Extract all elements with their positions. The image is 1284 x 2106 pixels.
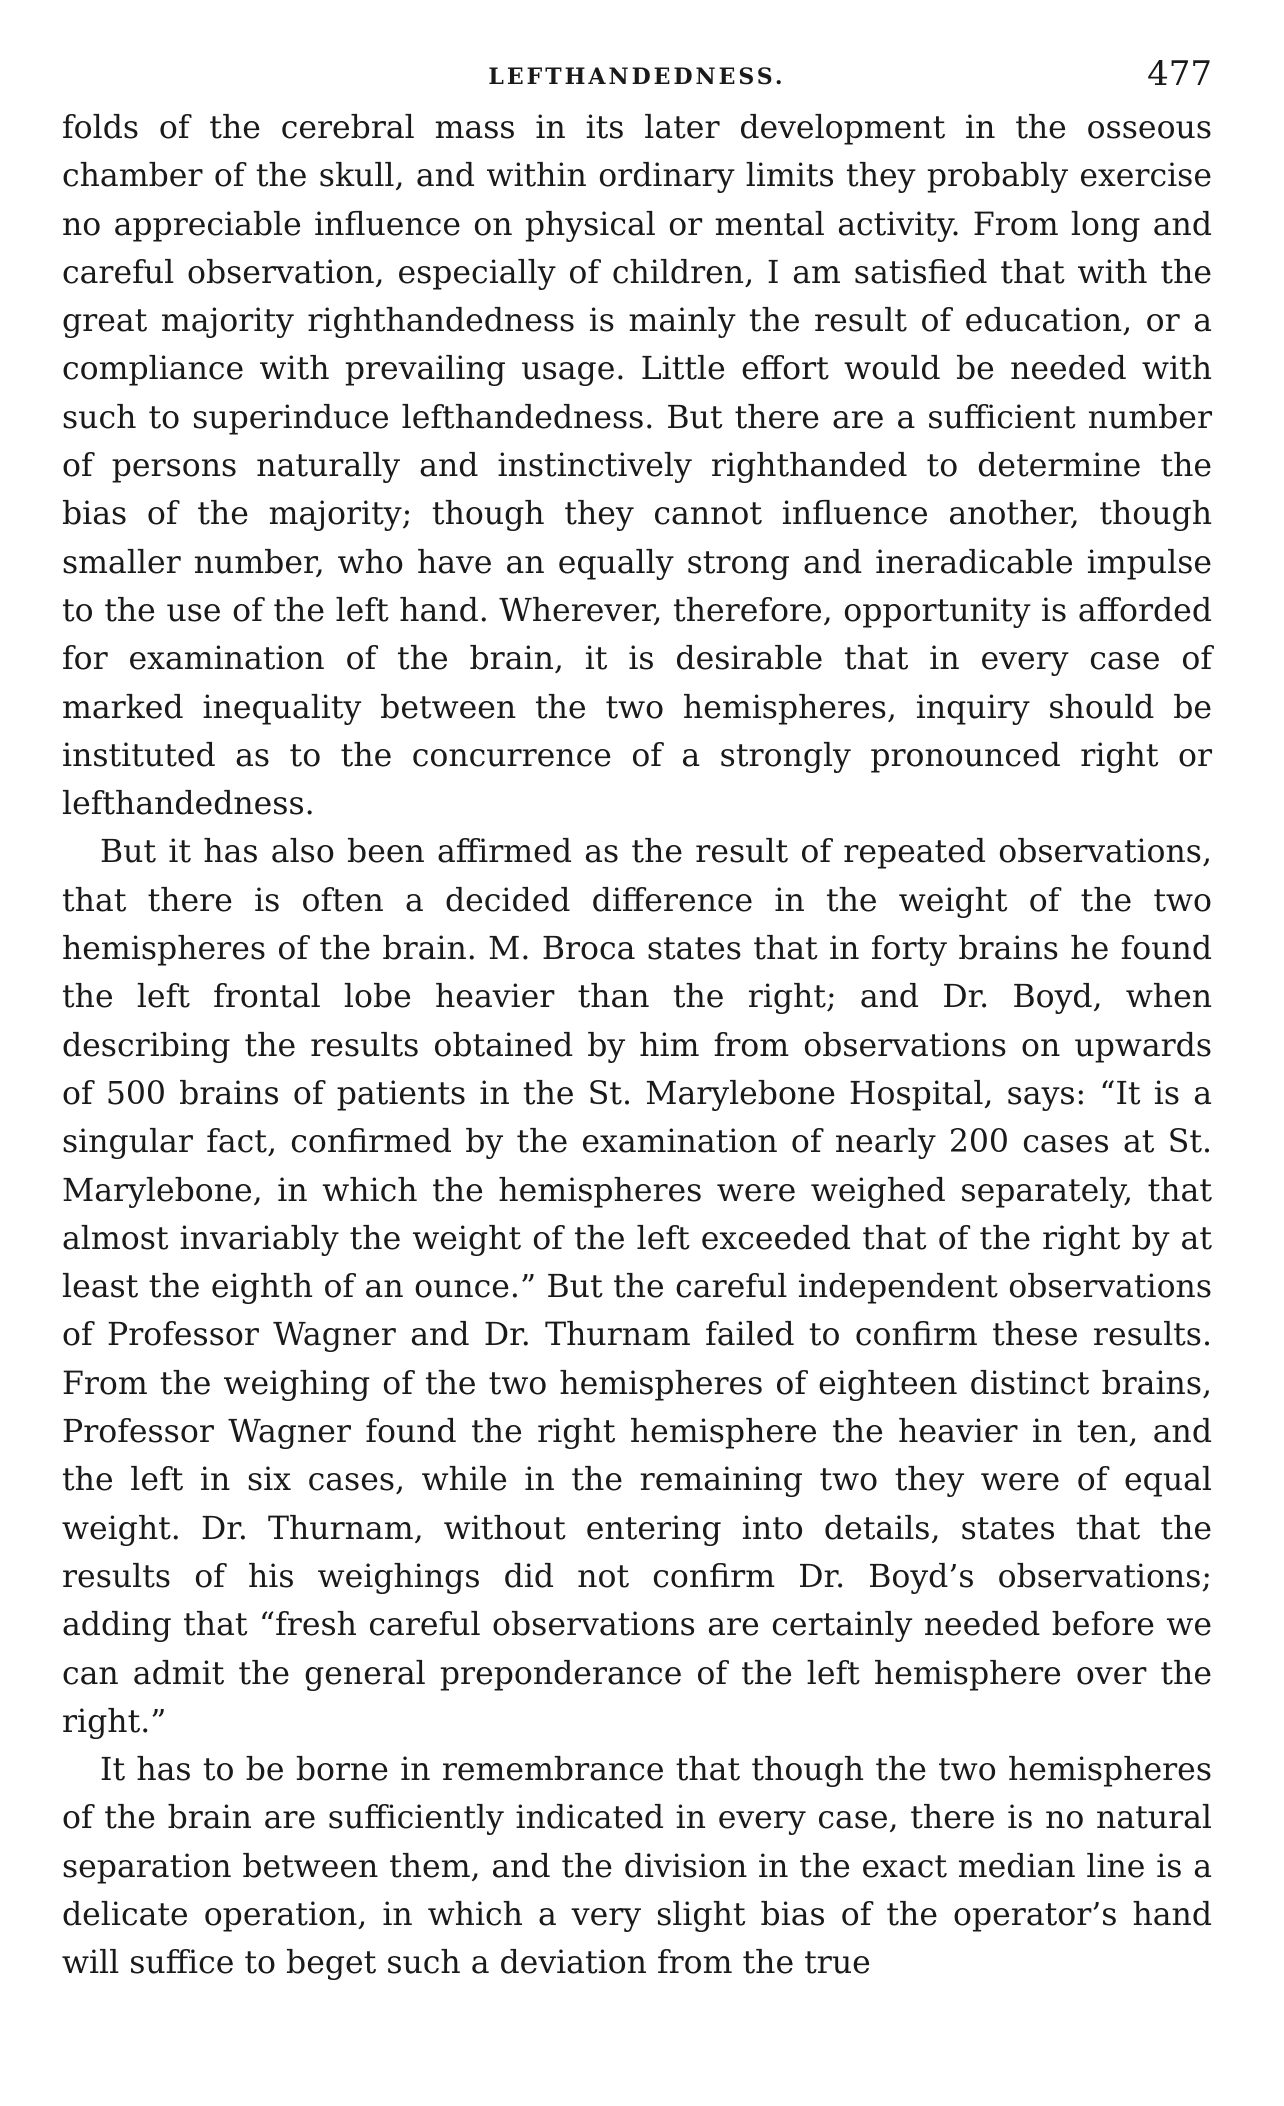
paragraph-1: folds of the cerebral mass in its later development in the osseous chamber of the skull, and within ordinary limits they probably exercise no appreciable influence on physical or mental activity. From long and careful observation, especially of children, I am satisfied that with the great majority righthandedness is mainly the result of education, or a compliance with prevailing usage. Little effort would be needed with such to superinduce lefthandedness. But there are a sufficient number of persons naturally and instinctively righthanded to determine the bias of the majority; though they cannot influence another, though smaller number, who have an equally strong and ineradicable impulse to the use of the left hand. Wherever, therefore, opportunity is afforded for examination of the brain, it is desirable that in every case of marked inequality between the two hemispheres, inquiry should be instituted as to the concurrence of a strongly pronounced right or lefthandedness. [62, 110, 1212, 823]
book-page [62, 48, 1212, 1988]
page-number: 477 [1147, 54, 1212, 94]
paragraph-2: But it has also been affirmed as the result of repeated observations, that there is often a decided difference in the weight of the two hemispheres of the brain. M. Broca states that in forty brains he found the left frontal lobe heavier than the right; and Dr. Boyd, when describing the results obtained by him from observations on upwards of 500 brains of patients in the St. Marylebone Hospital, says: “It is a singular fact, confirmed by the examination of nearly 200 cases at St. Marylebone, in which the hemispheres were weighed separately, that almost invariably the weight of the left exceeded that of the right by at least the eighth of an ounce.” But the careful independent observations of Professor Wagner and Dr. Thurnam failed to confirm these results. From the weighing of the two hemispheres of eighteen distinct brains, Professor Wagner found the right hemisphere the heavier in ten, and the left in six cases, while in the remaining two they were of equal weight. Dr. Thurnam, without entering into details, states that the results of his weighings did not confirm Dr. Boyd’s observations; adding that “fresh careful observations are certainly needed before we can admit the general preponderance of the left hemisphere over the right.” [62, 834, 1212, 1740]
paragraph-3: It has to be borne in remembrance that though the two hemispheres of the brain are sufficiently indicated in every case, there is no natural separation between them, and the division in the exact median line is a delicate operation, in which a very slight bias of the operator’s hand will suffice to beget such a deviation from the true [62, 1752, 1212, 1982]
running-title: LEFTHANDEDNESS. [488, 64, 786, 90]
running-head [62, 48, 1212, 104]
